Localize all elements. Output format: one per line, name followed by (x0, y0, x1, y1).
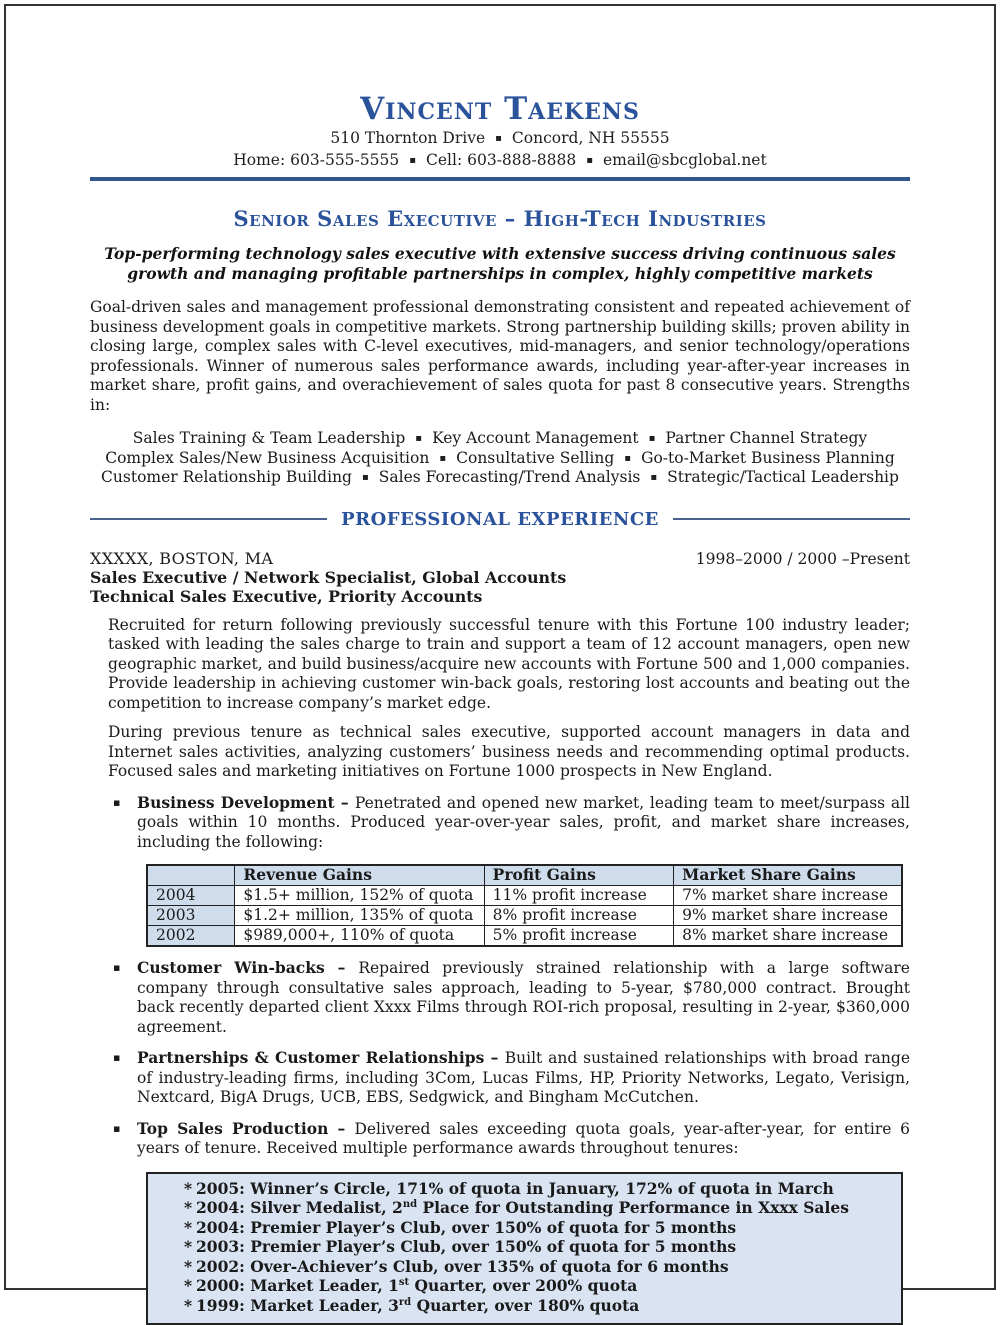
strength-item: Complex Sales/New Business Acquisition (105, 448, 430, 467)
asterisk-bullet-icon: * (184, 1296, 193, 1316)
headline-title: Senior Sales Executive – High-Tech Industries (233, 206, 767, 231)
revenue-cell: $1.2+ million, 135% of quota (235, 906, 484, 926)
heading-rule-right (673, 518, 910, 520)
share-cell: 8% market share increase (674, 926, 902, 947)
job-title: Technical Sales Executive, Priority Accounts (90, 586, 483, 606)
year-cell: 2002 (147, 926, 235, 947)
contact-line (90, 151, 910, 170)
award-post: Place for Outstanding Performance in Xxxx Sales (417, 1198, 849, 1218)
page-border (4, 4, 996, 1316)
share-cell: 7% market share increase (674, 886, 902, 906)
award-item (148, 1276, 891, 1296)
revenue-cell: $989,000+, 110% of quota (235, 926, 484, 947)
table-row (147, 906, 902, 926)
bullet-text (137, 958, 910, 1037)
profit-cell: 5% profit increase (484, 926, 673, 947)
table-row (147, 886, 902, 906)
award-pre: 2000: Market Leader, 1 (196, 1276, 399, 1296)
strength-item: Sales Forecasting/Trend Analysis (378, 468, 641, 486)
bullet-label: Customer Win-backs – (137, 958, 359, 977)
square-separator-icon: ▪ (648, 433, 656, 444)
address-line (90, 129, 910, 148)
strength-item: Consultative Selling (456, 448, 615, 467)
square-separator-icon: ▪ (495, 133, 502, 144)
asterisk-bullet-icon: * (184, 1276, 193, 1296)
bullet-label: Partnerships & Customer Relationships – (137, 1048, 505, 1067)
table-row (147, 926, 902, 947)
gains-header-row (147, 865, 902, 886)
award-text (196, 1296, 891, 1316)
candidate-name: Vincent Taekens (360, 91, 640, 127)
square-bullet-icon: ▪ (113, 961, 121, 974)
award-pre: 2003: Premier Player’s Club, over 150% of quota for 5 months (196, 1237, 737, 1257)
gains-header-share: Market Share Gains (674, 865, 902, 886)
award-item (148, 1218, 891, 1238)
square-separator-icon: ▪ (650, 472, 658, 483)
square-separator-icon: ▪ (409, 155, 417, 166)
section-title: PROFESSIONAL EXPERIENCE (341, 508, 659, 530)
award-text (196, 1237, 891, 1257)
profit-cell: 8% profit increase (484, 906, 673, 926)
summary-paragraph: Goal-driven sales and management professional demonstrating consistent and repeated achievement of business development goals in competitive markets. Strong partnership building skills; proven ability in closing large, complex sales with C-level executives, mid-managers, and senior technology/operations professionals. Winner of numerous sales performance awards, including year-after-year increases in market share, profit gains, and overachievement of sales quota for past 8 consecutive years. Strengths in: (90, 298, 911, 414)
square-separator-icon: ▪ (624, 452, 632, 464)
bullet-detail: Built and sustained relationships with broad range of industry-leading firms, including 3Com, Lucas Films, HP, Priority Networks, Legato, Verisign, Nextcard, BigA Drugs, UCB, EBS, Sedgwick, and Bingham McCutchen. (137, 1049, 910, 1106)
gains-header-profit: Profit Gains (484, 865, 673, 886)
award-post: Quarter, over 180% quota (411, 1296, 640, 1316)
award-item (148, 1237, 891, 1257)
street: 510 Thornton Drive (330, 129, 486, 147)
asterisk-bullet-icon: * (184, 1178, 193, 1198)
section-heading-professional-experience (90, 509, 910, 530)
company-name: XXXXX, BOSTON, MA (90, 548, 274, 568)
awards-box (146, 1172, 903, 1325)
award-text (196, 1257, 891, 1277)
strength-item: Strategic/Tactical Leadership (667, 468, 899, 486)
strengths-list (90, 429, 910, 488)
strength-item: Partner Channel Strategy (665, 429, 868, 447)
award-text (196, 1179, 891, 1199)
experience-bullet (90, 1048, 910, 1108)
award-pre: 2004: Premier Player’s Club, over 150% of quota for 5 months (196, 1217, 737, 1237)
award-text (196, 1198, 891, 1218)
strength-item: Sales Training & Team Leadership (132, 429, 406, 447)
bullet-detail: Repaired previously strained relationship with a large software company through consultative sales approach, leading to 5-year, $780,000 contract. Brought back recently departed client Xxxx Films through ROI-rich proposal, resulting in 2-year, $360,000 agreement. (137, 959, 910, 1036)
heading-rule-left (90, 518, 327, 520)
square-separator-icon: ▪ (586, 155, 593, 166)
email-address: email@sbcglobal.net (602, 151, 767, 169)
gains-corner-cell (147, 865, 235, 886)
square-separator-icon: ▪ (439, 452, 447, 464)
employment-dates: 1998–2000 / 2000 –Present (695, 549, 910, 568)
award-post: Quarter, over 200% quota (409, 1276, 638, 1296)
award-text (196, 1218, 891, 1238)
award-item (148, 1257, 891, 1277)
asterisk-bullet-icon: * (184, 1237, 193, 1257)
experience-paragraph: Recruited for return following previously successful tenure with this Fortune 100 industry leader; tasked with leading the sales charge to train and support a team of 12 account managers, open new geographic market, and build business/acquire new accounts with Fortune 500 and 1,000 companies. Provide leadership in achieving customer win-back goals, restoring lost accounts and beating out the competition to increase company’s market edge. (108, 615, 910, 712)
cell-phone: Cell: 603-888-8888 (426, 151, 577, 169)
company-row (90, 550, 910, 568)
award-ordinal: rd (398, 1296, 412, 1308)
bullet-label: Top Sales Production – (137, 1118, 355, 1138)
profit-cell: 11% profit increase (484, 886, 673, 906)
city-state-zip: Concord, NH 55555 (511, 129, 670, 147)
strength-item: Customer Relationship Building (101, 468, 352, 486)
award-item (148, 1296, 891, 1316)
award-ordinal: st (398, 1277, 410, 1289)
award-pre: 2002: Over-Achiever’s Club, over 135% of quota for 6 months (196, 1256, 729, 1276)
strengths-row (90, 429, 910, 449)
award-text (196, 1276, 891, 1296)
asterisk-bullet-icon: * (184, 1198, 193, 1218)
share-cell: 9% market share increase (674, 906, 902, 926)
year-cell: 2004 (147, 886, 235, 906)
square-separator-icon: ▪ (415, 433, 423, 444)
experience-bullet (90, 793, 910, 853)
bullet-text (137, 793, 910, 853)
strength-item: Key Account Management (432, 429, 639, 447)
header-divider (90, 177, 910, 181)
asterisk-bullet-icon: * (184, 1217, 193, 1237)
strength-item: Go-to-Market Business Planning (641, 448, 895, 467)
square-bullet-icon: ▪ (113, 795, 121, 809)
gains-table (146, 864, 903, 947)
bullet-label: Business Development – (137, 792, 355, 812)
revenue-cell: $1.5+ million, 152% of quota (235, 886, 484, 906)
award-ordinal: nd (402, 1198, 418, 1210)
gains-header-revenue: Revenue Gains (235, 865, 484, 886)
square-separator-icon: ▪ (361, 472, 369, 483)
strengths-row (90, 449, 910, 469)
year-cell: 2003 (147, 906, 235, 926)
experience-bullet (90, 1119, 910, 1159)
experience-paragraph: During previous tenure as technical sales executive, supported account managers in data and Internet sales activities, analyzing customers’ business needs and recommending optimal products. Focused sales and marketing initiatives on Fortune 1000 prospects in New England. (108, 723, 910, 780)
job-title: Sales Executive / Network Specialist, Global Accounts (90, 567, 567, 587)
award-item (148, 1198, 891, 1218)
home-phone: Home: 603-555-5555 (233, 151, 400, 169)
award-pre: 1999: Market Leader, 3 (196, 1296, 399, 1316)
square-bullet-icon: ▪ (113, 1051, 121, 1064)
asterisk-bullet-icon: * (184, 1256, 193, 1276)
bullet-text (137, 1048, 910, 1108)
experience-bullet (90, 958, 910, 1037)
square-bullet-icon: ▪ (113, 1121, 121, 1135)
bullet-detail: Delivered sales exceeding quota goals, year-after-year, for entire 6 years of tenure. Received multiple performance awards throughout tenures: (137, 1119, 910, 1157)
bullet-detail: Penetrated and opened new market, leading team to meet/surpass all goals within 10 months. Produced year-over-year sales, profit, and market share increases, including the following: (137, 793, 910, 851)
award-pre: 2005: Winner’s Circle, 171% of quota in January, 172% of quota in March (196, 1178, 834, 1198)
award-pre: 2004: Silver Medalist, 2 (196, 1198, 403, 1218)
award-item (148, 1179, 891, 1199)
bullet-text (137, 1119, 910, 1159)
strengths-row (90, 468, 910, 488)
tagline: Top-performing technology sales executive with extensive success driving continuous sales growth and managing profitable partnerships in complex, highly competitive markets (104, 244, 896, 283)
